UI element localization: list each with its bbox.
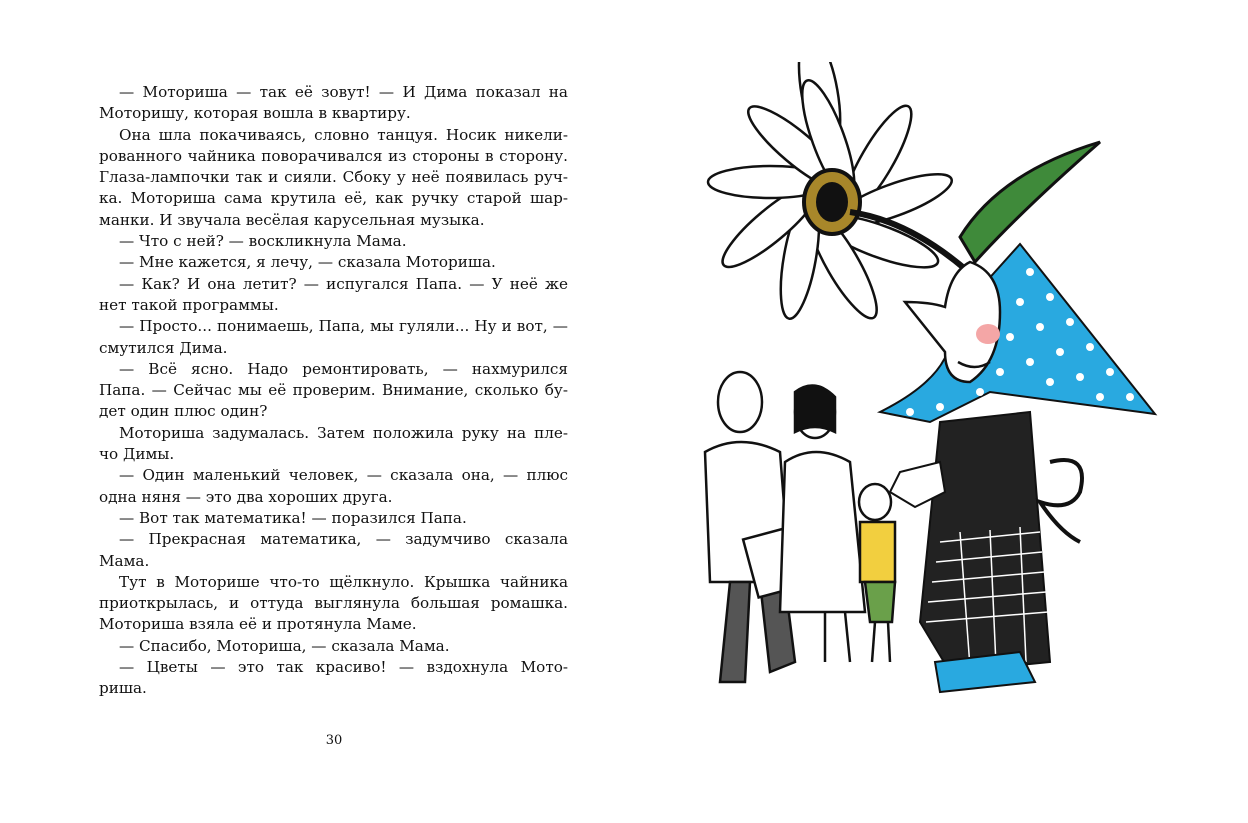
text-line: дет один плюс один? (99, 402, 268, 421)
text-line: Моторишу, которая вошла в квартиру. (99, 104, 411, 123)
text-line: Папа. — Сейчас мы её проверим. Внимание, сколько бу- (99, 381, 568, 400)
text-line: — Как? И она летит? — испугался Папа. — У неё же (119, 274, 568, 293)
text-line: смутился Дима. (99, 338, 228, 357)
text-line: Тут в Моторише что-то щёлкнуло. Крышка чайника (119, 572, 568, 591)
text-line: — Спасибо, Моториша, — сказала Мама. (119, 636, 450, 655)
text-line: — Мне кажется, я лечу, — сказала Моториша. (119, 253, 496, 272)
robot-bow (1040, 460, 1082, 542)
text-line: Мама. (99, 551, 150, 570)
text-line: — Один маленький человек, — сказала она, — плюс (119, 466, 568, 485)
boy-figure (859, 484, 895, 662)
text-line: Моториша задумалась. Затем положила руку на пле- (119, 423, 568, 442)
text-line: Глаза-лампочки так и сияли. Сбоку у неё появилась руч- (99, 168, 568, 187)
text-line: манки. И звучала весёлая карусельная музыка. (99, 210, 485, 229)
text-line: — Цветы — это так красиво! — вздохнула Мото- (119, 658, 568, 677)
text-line: нет такой программы. (99, 295, 279, 314)
story-text (99, 82, 568, 700)
text-line: приоткрылась, и оттуда выглянула большая ромашка. (99, 594, 568, 613)
text-line: — Моториша — так её зовут! — И Дима показал на (119, 83, 568, 101)
robot-body (920, 412, 1050, 672)
text-line: чо Димы. (99, 445, 175, 464)
text-line: риша. (99, 679, 147, 698)
text-line: Моториша взяла её и протянула Маме. (99, 615, 417, 634)
text-line: — Что с ней? — воскликнула Мама. (119, 232, 407, 251)
text-line: ка. Моториша сама крутила её, как ручку старой шар- (99, 189, 568, 208)
text-line: Она шла покачиваясь, словно танцуя. Носик никели- (119, 125, 568, 144)
robot-cheek (976, 324, 1000, 344)
mother-figure (780, 386, 865, 662)
page-number: 30 (325, 733, 343, 748)
text-line: — Просто... понимаешь, Папа, мы гуляли... Ну и вот, — (119, 317, 568, 336)
text-line: — Вот так математика! — поразился Папа. (119, 508, 467, 527)
kerchief (880, 244, 1155, 422)
text-line: рованного чайника поворачивался из стороны в сторону. (99, 146, 568, 165)
text-line: — Прекрасная математика, — задумчиво сказала (119, 530, 568, 549)
text-line: — Всё ясно. Надо ремонтировать, — нахмурился (119, 359, 568, 378)
leaf (960, 142, 1100, 262)
text-line: одна няня — это два хороших друга. (99, 487, 393, 506)
illustration (700, 62, 1160, 712)
